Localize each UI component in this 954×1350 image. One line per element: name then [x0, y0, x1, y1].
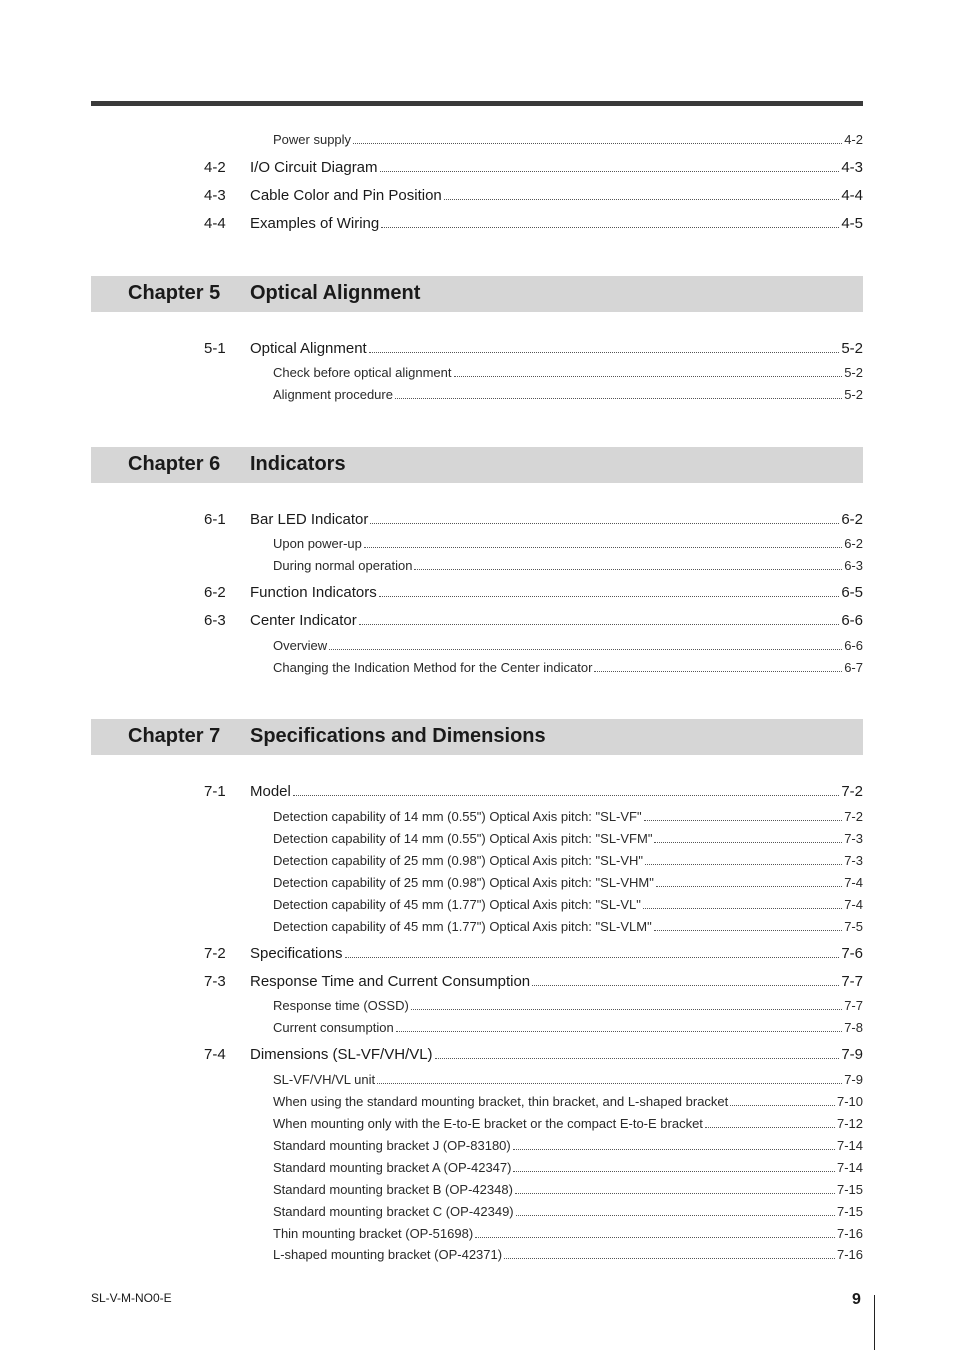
- toc-section-entry[interactable]: [0, 187, 954, 207]
- entry-page: 7-7: [841, 973, 863, 990]
- toc-subsection-entry[interactable]: [0, 809, 954, 827]
- dot-leader: [730, 1104, 835, 1106]
- dot-leader: [516, 1214, 835, 1216]
- section-number: 4-4: [204, 215, 226, 232]
- entry-title: Cable Color and Pin Position: [250, 187, 442, 204]
- entry-line: [250, 1046, 863, 1063]
- entry-line: [273, 365, 863, 380]
- entry-page: 5-2: [844, 365, 863, 380]
- chapter-label: Chapter 7: [128, 725, 221, 747]
- entry-title: When using the standard mounting bracket, thin bracket, and L-shaped bracket: [273, 1094, 729, 1109]
- chapter-label: Chapter 6: [128, 453, 221, 475]
- section-number: 6-1: [204, 511, 226, 528]
- dot-leader: [645, 863, 842, 865]
- entry-page: 6-6: [844, 638, 863, 653]
- dot-leader: [515, 1192, 835, 1194]
- entry-page: 4-4: [841, 187, 863, 204]
- toc-section-entry[interactable]: [0, 1046, 954, 1066]
- entry-line: [273, 1116, 863, 1131]
- chapter-title: Specifications and Dimensions: [250, 725, 546, 747]
- entry-title: Specifications: [250, 945, 343, 962]
- toc-subsection-entry[interactable]: [0, 875, 954, 893]
- entry-line: [273, 853, 863, 868]
- entry-page: 7-4: [844, 897, 863, 912]
- section-number: 7-4: [204, 1046, 226, 1063]
- dot-leader: [353, 142, 842, 144]
- entry-page: 7-16: [836, 1247, 863, 1262]
- dot-leader: [644, 819, 843, 821]
- chapter-title: Optical Alignment: [250, 282, 421, 304]
- entry-title: Power supply: [273, 132, 352, 147]
- entry-line: [273, 558, 863, 573]
- entry-title: I/O Circuit Diagram: [250, 159, 378, 176]
- entry-title: L-shaped mounting bracket (OP-42371): [273, 1247, 503, 1262]
- entry-page: 6-5: [841, 584, 863, 601]
- section-number: 4-3: [204, 187, 226, 204]
- entry-page: 6-7: [844, 660, 863, 675]
- toc-section-entry[interactable]: [0, 973, 954, 993]
- entry-page: 7-14: [836, 1160, 863, 1175]
- toc-subsection-entry[interactable]: [0, 1226, 954, 1244]
- toc-subsection-entry[interactable]: [0, 132, 954, 150]
- entry-title: Standard mounting bracket J (OP-83180): [273, 1138, 511, 1153]
- dot-leader: [379, 595, 840, 597]
- entry-line: [250, 612, 863, 629]
- toc-section-entry[interactable]: [0, 783, 954, 803]
- section-number: 7-3: [204, 973, 226, 990]
- toc-subsection-entry[interactable]: [0, 1182, 954, 1200]
- entry-title: Response time (OSSD): [273, 998, 409, 1013]
- toc-section-entry[interactable]: [0, 511, 954, 531]
- entry-line: [273, 897, 863, 912]
- entry-line: [250, 945, 863, 962]
- entry-line: [273, 1094, 863, 1109]
- toc-subsection-entry[interactable]: [0, 1072, 954, 1090]
- toc-subsection-entry[interactable]: [0, 853, 954, 871]
- dot-leader: [444, 198, 840, 200]
- entry-page: 7-12: [836, 1116, 863, 1131]
- entry-page: 7-5: [844, 919, 863, 934]
- dot-leader: [395, 397, 842, 399]
- toc-subsection-entry[interactable]: [0, 919, 954, 937]
- entry-page: 7-7: [844, 998, 863, 1013]
- entry-title: Changing the Indication Method for the Center indicator: [273, 660, 593, 675]
- dot-leader: [504, 1257, 835, 1259]
- entry-title: Model: [250, 783, 291, 800]
- toc-subsection-entry[interactable]: [0, 558, 954, 576]
- section-number: 7-2: [204, 945, 226, 962]
- entry-page: 7-15: [836, 1182, 863, 1197]
- entry-line: [273, 1247, 863, 1262]
- entry-line: [273, 660, 863, 675]
- entry-page: 7-2: [844, 809, 863, 824]
- entry-title: Detection capability of 45 mm (1.77") Optical Axis pitch: "SL-VL": [273, 897, 641, 912]
- entry-page: 6-2: [841, 511, 863, 528]
- toc-subsection-entry[interactable]: [0, 998, 954, 1016]
- chapter-label: Chapter 5: [128, 282, 221, 304]
- entry-line: [273, 638, 863, 653]
- entry-page: 5-2: [844, 387, 863, 402]
- chapter-title: Indicators: [250, 453, 346, 475]
- dot-leader: [654, 841, 842, 843]
- dot-leader: [364, 546, 842, 548]
- dot-leader: [513, 1170, 834, 1172]
- dot-leader: [435, 1057, 840, 1059]
- entry-page: 7-9: [844, 1072, 863, 1087]
- entry-line: [273, 1138, 863, 1153]
- entry-line: [250, 783, 863, 800]
- entry-page: 6-2: [844, 536, 863, 551]
- entry-title: Detection capability of 14 mm (0.55") Optical Axis pitch: "SL-VFM": [273, 831, 653, 846]
- entry-page: 7-10: [836, 1094, 863, 1109]
- dot-leader: [654, 929, 842, 931]
- dot-leader: [345, 956, 840, 958]
- toc-subsection-entry[interactable]: [0, 1020, 954, 1038]
- entry-title: Overview: [273, 638, 328, 653]
- entry-title: Optical Alignment: [250, 340, 367, 357]
- toc-subsection-entry[interactable]: [0, 1160, 954, 1178]
- document-code: SL-V-M-NO0-E: [91, 1291, 172, 1305]
- entry-line: [250, 340, 863, 357]
- entry-line: [273, 998, 863, 1013]
- dot-leader: [414, 568, 842, 570]
- dot-leader: [293, 794, 839, 796]
- entry-page: 7-15: [836, 1204, 863, 1219]
- entry-title: Current consumption: [273, 1020, 394, 1035]
- entry-line: [250, 215, 863, 232]
- entry-page: 4-3: [841, 159, 863, 176]
- entry-title: Detection capability of 25 mm (0.98") Optical Axis pitch: "SL-VH": [273, 853, 644, 868]
- entry-title: Check before optical alignment: [273, 365, 452, 380]
- dot-leader: [359, 623, 840, 625]
- section-number: 4-2: [204, 159, 226, 176]
- entry-title: Standard mounting bracket B (OP-42348): [273, 1182, 513, 1197]
- toc-section-entry[interactable]: [0, 584, 954, 604]
- entry-title: Thin mounting bracket (OP-51698): [273, 1226, 474, 1241]
- entry-page: 7-9: [841, 1046, 863, 1063]
- entry-line: [250, 511, 863, 528]
- entry-title: Response Time and Current Consumption: [250, 973, 531, 990]
- entry-title: When mounting only with the E-to-E bracket or the compact E-to-E bracket: [273, 1116, 703, 1131]
- entry-title: Upon power-up: [273, 536, 362, 551]
- entry-line: [273, 1204, 863, 1219]
- entry-line: [273, 1020, 863, 1035]
- entry-title: SL-VF/VH/VL unit: [273, 1072, 376, 1087]
- entry-page: 7-3: [844, 831, 863, 846]
- entry-line: [273, 809, 863, 824]
- entry-page: 4-2: [844, 132, 863, 147]
- entry-line: [273, 387, 863, 402]
- entry-title: Detection capability of 14 mm (0.55") Optical Axis pitch: "SL-VF": [273, 809, 642, 824]
- section-number: 7-1: [204, 783, 226, 800]
- chapter-heading-bar[interactable]: [91, 719, 863, 755]
- dot-leader: [329, 648, 842, 650]
- entry-page: 6-6: [841, 612, 863, 629]
- toc-section-entry[interactable]: [0, 612, 954, 632]
- entry-page: 6-3: [844, 558, 863, 573]
- entry-line: [273, 132, 863, 147]
- entry-title: Center Indicator: [250, 612, 357, 629]
- entry-page: 5-2: [841, 340, 863, 357]
- toc-section-entry[interactable]: [0, 215, 954, 235]
- toc-subsection-entry[interactable]: [0, 660, 954, 678]
- dot-leader: [370, 522, 839, 524]
- top-rule: [91, 101, 863, 106]
- dot-leader: [513, 1148, 835, 1150]
- toc-section-entry[interactable]: [0, 945, 954, 965]
- dot-leader: [475, 1236, 835, 1238]
- page-number: 9: [852, 1291, 861, 1308]
- chapter-heading-bar[interactable]: [91, 447, 863, 483]
- toc-subsection-entry[interactable]: [0, 536, 954, 554]
- toc-subsection-entry[interactable]: [0, 897, 954, 915]
- entry-line: [273, 831, 863, 846]
- dot-leader: [380, 170, 840, 172]
- entry-line: [273, 1182, 863, 1197]
- entry-title: Dimensions (SL-VF/VH/VL): [250, 1046, 433, 1063]
- dot-leader: [396, 1030, 843, 1032]
- entry-page: 4-5: [841, 215, 863, 232]
- toc-subsection-entry[interactable]: [0, 1204, 954, 1222]
- entry-page: 7-4: [844, 875, 863, 890]
- dot-leader: [532, 984, 839, 986]
- chapter-heading-bar[interactable]: [91, 276, 863, 312]
- toc-subsection-entry[interactable]: [0, 831, 954, 849]
- entry-title: Standard mounting bracket A (OP-42347): [273, 1160, 512, 1175]
- entry-title: Bar LED Indicator: [250, 511, 369, 528]
- entry-line: [273, 919, 863, 934]
- dot-leader: [411, 1008, 842, 1010]
- entry-line: [273, 1160, 863, 1175]
- entry-line: [273, 1226, 863, 1241]
- entry-title: Detection capability of 25 mm (0.98") Optical Axis pitch: "SL-VHM": [273, 875, 654, 890]
- entry-line: [250, 159, 863, 176]
- entry-page: 7-8: [844, 1020, 863, 1035]
- toc-subsection-entry[interactable]: [0, 638, 954, 656]
- toc-section-entry[interactable]: [0, 159, 954, 179]
- entry-title: Alignment procedure: [273, 387, 393, 402]
- dot-leader: [643, 907, 842, 909]
- entry-title: Standard mounting bracket C (OP-42349): [273, 1204, 514, 1219]
- entry-line: [250, 584, 863, 601]
- entry-line: [273, 1072, 863, 1087]
- entry-page: 7-3: [844, 853, 863, 868]
- entry-page: 7-6: [841, 945, 863, 962]
- toc-subsection-entry[interactable]: [0, 1094, 954, 1112]
- entry-title: Function Indicators: [250, 584, 377, 601]
- entry-page: 7-2: [841, 783, 863, 800]
- section-number: 6-3: [204, 612, 226, 629]
- entry-line: [273, 536, 863, 551]
- dot-leader: [377, 1082, 842, 1084]
- dot-leader: [594, 670, 842, 672]
- entry-line: [250, 973, 863, 990]
- dot-leader: [369, 351, 840, 353]
- entry-title: Detection capability of 45 mm (1.77") Optical Axis pitch: "SL-VLM": [273, 919, 652, 934]
- dot-leader: [705, 1126, 835, 1128]
- entry-line: [250, 187, 863, 204]
- section-number: 6-2: [204, 584, 226, 601]
- toc-subsection-entry[interactable]: [0, 1247, 954, 1265]
- entry-page: 7-16: [836, 1226, 863, 1241]
- dot-leader: [381, 226, 839, 228]
- entry-page: 7-14: [836, 1138, 863, 1153]
- toc-subsection-entry[interactable]: [0, 387, 954, 405]
- footer-rule: [874, 1295, 875, 1350]
- dot-leader: [454, 375, 843, 377]
- dot-leader: [656, 885, 842, 887]
- toc-subsection-entry[interactable]: [0, 365, 954, 383]
- toc-subsection-entry[interactable]: [0, 1138, 954, 1156]
- entry-line: [273, 875, 863, 890]
- section-number: 5-1: [204, 340, 226, 357]
- toc-section-entry[interactable]: [0, 340, 954, 360]
- toc-subsection-entry[interactable]: [0, 1116, 954, 1134]
- entry-title: During normal operation: [273, 558, 413, 573]
- entry-title: Examples of Wiring: [250, 215, 380, 232]
